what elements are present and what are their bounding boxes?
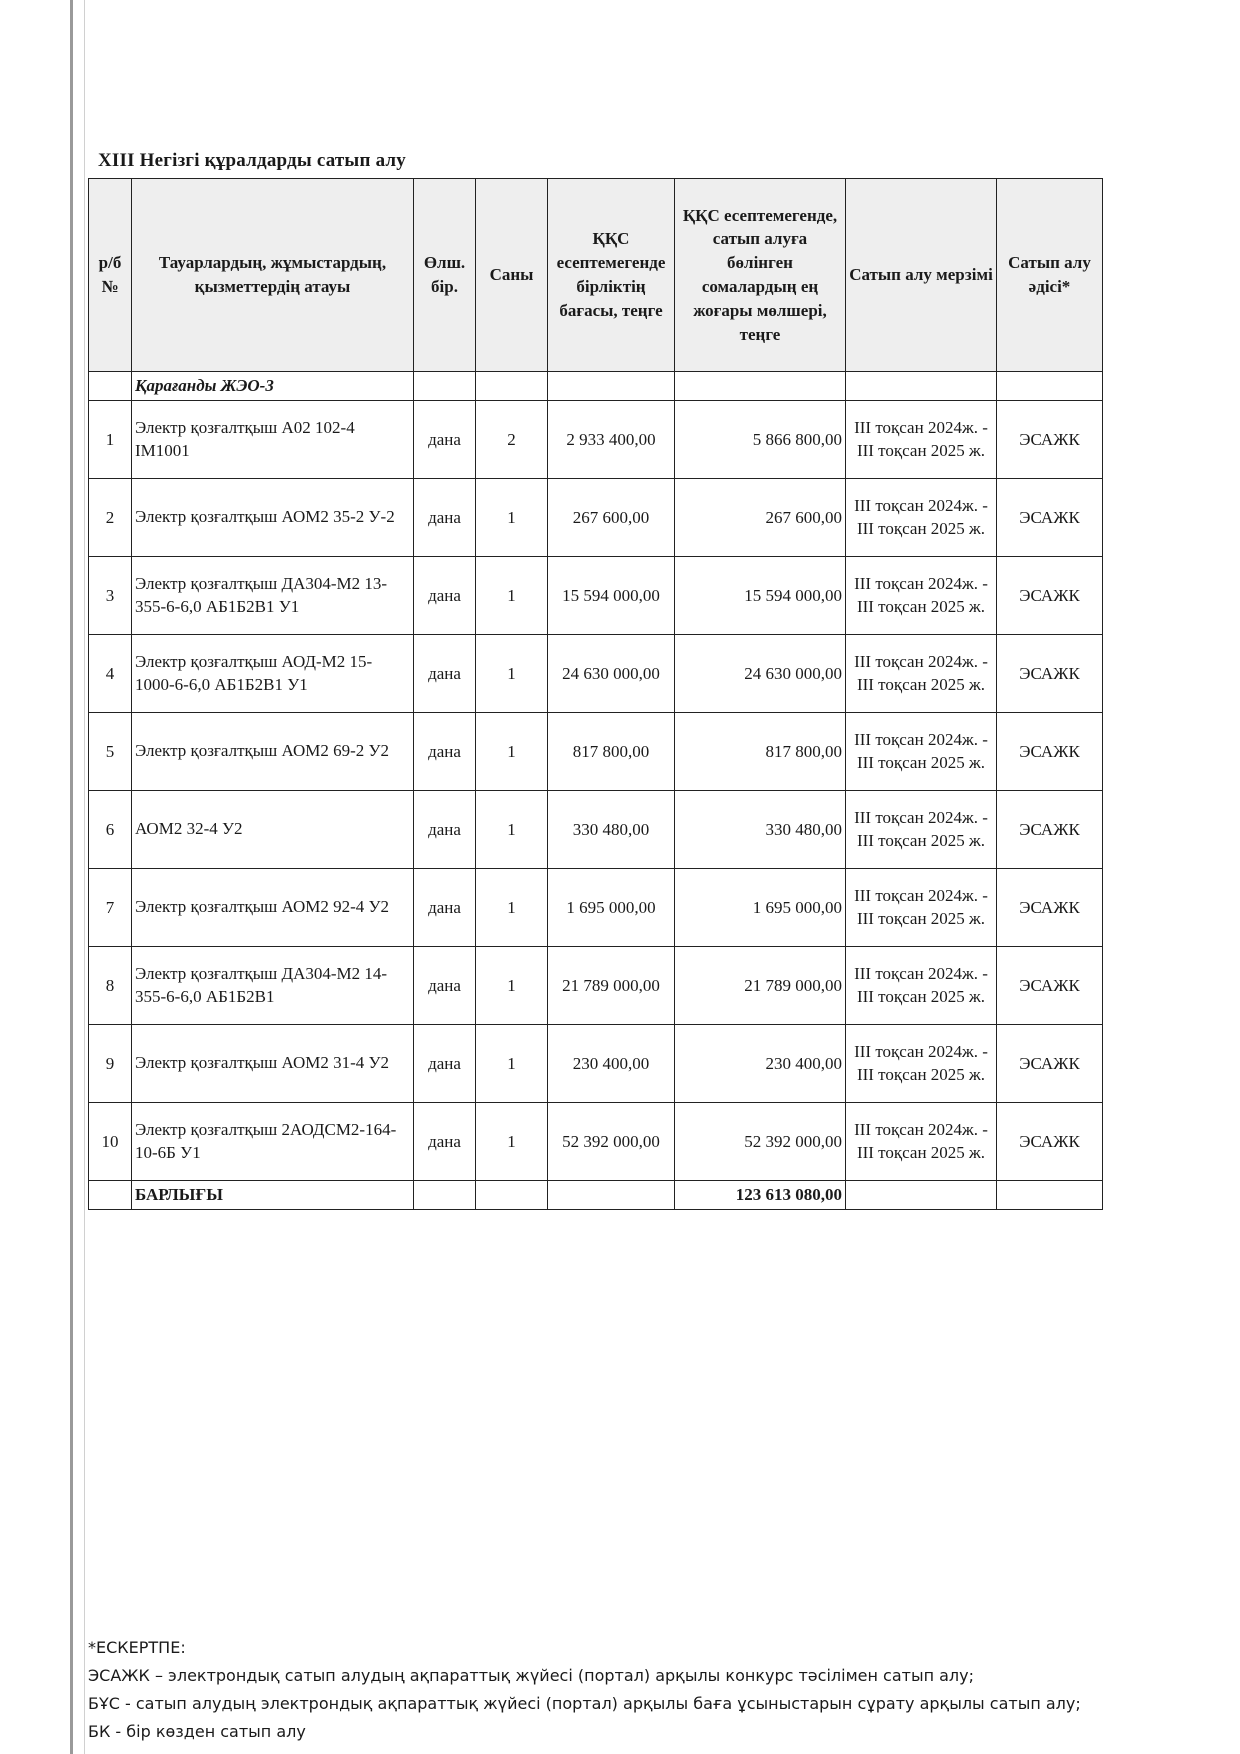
row-name: Электр қозғалтқыш ДА304-М2 14-355-6-6,0 АБ1Б2В1 bbox=[132, 947, 414, 1025]
row-total: 5 866 800,00 bbox=[675, 401, 846, 479]
header-price: ҚҚС есептемегенде бірліктің бағасы, теңге bbox=[548, 179, 675, 372]
row-qty: 2 bbox=[476, 401, 548, 479]
row-unit: дана bbox=[414, 401, 476, 479]
row-name: АОМ2 32-4 У2 bbox=[132, 791, 414, 869]
site-row bbox=[89, 372, 1103, 401]
row-num: 2 bbox=[89, 479, 132, 557]
header-unit: Өлш. бір. bbox=[414, 179, 476, 372]
row-price: 24 630 000,00 bbox=[548, 635, 675, 713]
table-header-row bbox=[89, 179, 1103, 372]
row-name: Электр қозғалтқыш АОД-М2 15-1000-6-6,0 АБ1Б2В1 У1 bbox=[132, 635, 414, 713]
row-price: 330 480,00 bbox=[548, 791, 675, 869]
row-num: 1 bbox=[89, 401, 132, 479]
scan-edge bbox=[70, 0, 73, 1754]
scan-edge-shadow bbox=[84, 0, 85, 1754]
header-qty: Саны bbox=[476, 179, 548, 372]
row-name: Электр қозғалтқыш А02 102-4 IM1001 bbox=[132, 401, 414, 479]
row-unit: дана bbox=[414, 635, 476, 713]
row-num: 7 bbox=[89, 869, 132, 947]
row-method: ЭСАЖК bbox=[997, 635, 1103, 713]
row-unit: дана bbox=[414, 479, 476, 557]
row-total: 24 630 000,00 bbox=[675, 635, 846, 713]
row-unit: дана bbox=[414, 1103, 476, 1181]
row-num: 9 bbox=[89, 1025, 132, 1103]
row-qty: 1 bbox=[476, 713, 548, 791]
row-total: 15 594 000,00 bbox=[675, 557, 846, 635]
row-unit: дана bbox=[414, 947, 476, 1025]
procurement-table bbox=[88, 178, 1103, 1210]
row-period: III тоқсан 2024ж. - III тоқсан 2025 ж. bbox=[846, 791, 997, 869]
row-qty: 1 bbox=[476, 869, 548, 947]
row-name: Электр қозғалтқыш АОМ2 92-4 У2 bbox=[132, 869, 414, 947]
row-period: III тоқсан 2024ж. - III тоқсан 2025 ж. bbox=[846, 713, 997, 791]
row-num: 4 bbox=[89, 635, 132, 713]
header-period: Сатып алу мерзімі bbox=[846, 179, 997, 372]
row-qty: 1 bbox=[476, 1025, 548, 1103]
table-row bbox=[89, 869, 1103, 947]
row-period: III тоқсан 2024ж. - III тоқсан 2025 ж. bbox=[846, 947, 997, 1025]
row-method: ЭСАЖК bbox=[997, 1025, 1103, 1103]
row-method: ЭСАЖК bbox=[997, 1103, 1103, 1181]
row-num: 3 bbox=[89, 557, 132, 635]
footnote-line-esazhk: ЭСАЖК – электрондық сатып алудың ақпараттық жүйесі (портал) арқылы конкурс тәсілімен сатып алу; bbox=[88, 1666, 975, 1685]
table-row bbox=[89, 1103, 1103, 1181]
row-period: III тоқсан 2024ж. - III тоқсан 2025 ж. bbox=[846, 479, 997, 557]
footnote-line-bk: БК - бір көзден сатып алу bbox=[88, 1722, 306, 1741]
row-qty: 1 bbox=[476, 635, 548, 713]
row-name: Электр қозғалтқыш АОМ2 31-4 У2 bbox=[132, 1025, 414, 1103]
table-row bbox=[89, 479, 1103, 557]
row-price: 817 800,00 bbox=[548, 713, 675, 791]
row-method: ЭСАЖК bbox=[997, 947, 1103, 1025]
table-row bbox=[89, 713, 1103, 791]
row-price: 21 789 000,00 bbox=[548, 947, 675, 1025]
row-period: III тоқсан 2024ж. - III тоқсан 2025 ж. bbox=[846, 1103, 997, 1181]
footnote-line-bus: БҰС - сатып алудың электрондық ақпараттық жүйесі (портал) арқылы баға ұсыныстарын сұрату арқылы сатып алу; bbox=[88, 1694, 1081, 1713]
row-total: 52 392 000,00 bbox=[675, 1103, 846, 1181]
row-num: 8 bbox=[89, 947, 132, 1025]
header-method: Сатып алу әдісі* bbox=[997, 179, 1103, 372]
table-row bbox=[89, 557, 1103, 635]
table-row bbox=[89, 947, 1103, 1025]
row-method: ЭСАЖК bbox=[997, 791, 1103, 869]
footnote bbox=[88, 1634, 1081, 1746]
row-price: 230 400,00 bbox=[548, 1025, 675, 1103]
row-price: 52 392 000,00 bbox=[548, 1103, 675, 1181]
total-label: БАРЛЫҒЫ bbox=[132, 1181, 414, 1210]
row-method: ЭСАЖК bbox=[997, 557, 1103, 635]
row-price: 15 594 000,00 bbox=[548, 557, 675, 635]
row-num: 10 bbox=[89, 1103, 132, 1181]
table-row bbox=[89, 791, 1103, 869]
grand-total: 123 613 080,00 bbox=[675, 1181, 846, 1210]
row-total: 330 480,00 bbox=[675, 791, 846, 869]
header-rb: р/б № bbox=[89, 179, 132, 372]
header-name: Тауарлардың, жұмыстардың, қызметтердің атауы bbox=[132, 179, 414, 372]
row-name: Электр қозғалтқыш АОМ2 69-2 У2 bbox=[132, 713, 414, 791]
row-name: Электр қозғалтқыш 2АОДСМ2-164-10-6Б У1 bbox=[132, 1103, 414, 1181]
row-price: 1 695 000,00 bbox=[548, 869, 675, 947]
section-title: XIII Негізгі құралдарды сатып алу bbox=[98, 150, 406, 171]
row-period: III тоқсан 2024ж. - III тоқсан 2025 ж. bbox=[846, 635, 997, 713]
row-qty: 1 bbox=[476, 479, 548, 557]
row-total: 230 400,00 bbox=[675, 1025, 846, 1103]
row-unit: дана bbox=[414, 1025, 476, 1103]
row-method: ЭСАЖК bbox=[997, 713, 1103, 791]
row-method: ЭСАЖК bbox=[997, 869, 1103, 947]
row-period: III тоқсан 2024ж. - III тоқсан 2025 ж. bbox=[846, 1025, 997, 1103]
row-name: Электр қозғалтқыш ДА304-М2 13-355-6-6,0 АБ1Б2В1 У1 bbox=[132, 557, 414, 635]
row-total: 1 695 000,00 bbox=[675, 869, 846, 947]
row-method: ЭСАЖК bbox=[997, 401, 1103, 479]
row-num: 5 bbox=[89, 713, 132, 791]
row-total: 817 800,00 bbox=[675, 713, 846, 791]
row-total: 21 789 000,00 bbox=[675, 947, 846, 1025]
row-num: 6 bbox=[89, 791, 132, 869]
row-unit: дана bbox=[414, 557, 476, 635]
row-qty: 1 bbox=[476, 557, 548, 635]
table-row bbox=[89, 1025, 1103, 1103]
row-qty: 1 bbox=[476, 947, 548, 1025]
row-price: 2 933 400,00 bbox=[548, 401, 675, 479]
row-qty: 1 bbox=[476, 1103, 548, 1181]
site-label: Қарағанды ЖЭО-3 bbox=[132, 372, 414, 401]
header-total: ҚҚС есептемегенде, сатып алуға бөлінген сомалардың ең жоғары мөлшері, теңге bbox=[675, 179, 846, 372]
row-unit: дана bbox=[414, 869, 476, 947]
row-method: ЭСАЖК bbox=[997, 479, 1103, 557]
row-unit: дана bbox=[414, 791, 476, 869]
row-period: III тоқсан 2024ж. - III тоқсан 2025 ж. bbox=[846, 557, 997, 635]
table-row bbox=[89, 401, 1103, 479]
footnote-title: *ЕСКЕРТПЕ: bbox=[88, 1638, 186, 1657]
row-name: Электр қозғалтқыш АОМ2 35-2 У-2 bbox=[132, 479, 414, 557]
row-unit: дана bbox=[414, 713, 476, 791]
row-price: 267 600,00 bbox=[548, 479, 675, 557]
row-period: III тоқсан 2024ж. - III тоқсан 2025 ж. bbox=[846, 401, 997, 479]
row-period: III тоқсан 2024ж. - III тоқсан 2025 ж. bbox=[846, 869, 997, 947]
row-total: 267 600,00 bbox=[675, 479, 846, 557]
total-row bbox=[89, 1181, 1103, 1210]
row-qty: 1 bbox=[476, 791, 548, 869]
table-row bbox=[89, 635, 1103, 713]
